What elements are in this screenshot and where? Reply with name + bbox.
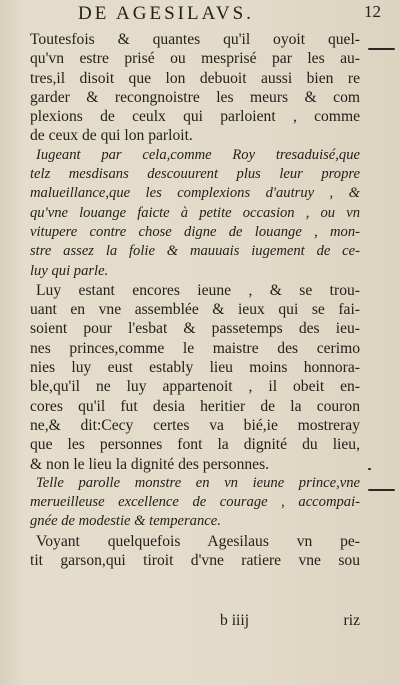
signature-mark: b iiij xyxy=(220,612,250,629)
italic-line: vitupere contre chose digne de louange , mon- xyxy=(30,223,360,240)
margin-mark xyxy=(368,48,395,50)
text-line: que les personnes font la dignité du lieu, xyxy=(30,436,360,454)
italic-line: gnée de modestie & temperance. xyxy=(30,513,221,530)
italic-line: luy qui parle. xyxy=(30,262,109,279)
text-line: plexions de ceulx qui parloient , comme xyxy=(30,108,360,126)
italic-line: stre assez la folie & mauuais iugement de ce- xyxy=(30,243,360,260)
text-line: cores qu'il fut desia heritier de la couron xyxy=(30,397,360,415)
page-number: 12 xyxy=(364,2,381,21)
text-line: tres,il disoit que lon debuoit aussi bien re xyxy=(30,69,360,87)
catchword: riz xyxy=(343,612,360,629)
text-line: de ceux de qui lon parloit. xyxy=(30,127,193,145)
text-line: ne,& dit:Cecy certes va bié,ie mostreray xyxy=(30,416,360,434)
italic-line: qu'vne louange faicte à petite occasion , ou vn xyxy=(30,204,360,221)
running-head: DE AGESILAVS. xyxy=(78,3,254,24)
text-line: tit garson,qui tiroit d'vne ratiere vne sou xyxy=(30,552,360,570)
text-line: soient pour l'esbat & passetemps des ieu- xyxy=(30,320,360,338)
margin-mark xyxy=(368,468,371,470)
text-block xyxy=(30,30,360,570)
italic-line: telz mesdisans descouurent plus leur propre xyxy=(30,166,360,183)
text-line: ble,qu'il ne luy appartenoit , il obeit en- xyxy=(30,378,360,396)
text-line: qu'vn estre prisé ou mesprisé par les au- xyxy=(30,50,360,68)
italic-line: Iugeant par cela,comme Roy tresaduisé,que xyxy=(36,146,360,163)
text-line: Luy estant encores ieune , & se trou- xyxy=(36,281,360,299)
italic-line: malueillance,que les complexions d'autruy , & xyxy=(30,185,360,202)
italic-line: merueilleuse excellence de courage , accompai- xyxy=(30,494,360,511)
text-line: garder & recongnoistre les meurs & com xyxy=(30,88,360,106)
text-line: Toutesfois & quantes qu'il oyoit quel- xyxy=(30,31,360,48)
page-footer xyxy=(30,612,360,634)
text-line: nies luy eust estably lieu moins honnora- xyxy=(30,359,360,377)
text-line: nes princes,comme le maistre des cerimo xyxy=(30,339,360,357)
text-line: Voyant quelquefois Agesilaus vn pe- xyxy=(36,532,360,550)
margin-mark xyxy=(368,489,395,491)
text-line: uant en vne assemblée & ieux qui se fai- xyxy=(30,301,360,319)
text-line: & non le lieu la dignité des personnes. xyxy=(30,455,270,473)
italic-line: Telle parolle monstre en vn ieune prince,vne xyxy=(36,474,360,491)
